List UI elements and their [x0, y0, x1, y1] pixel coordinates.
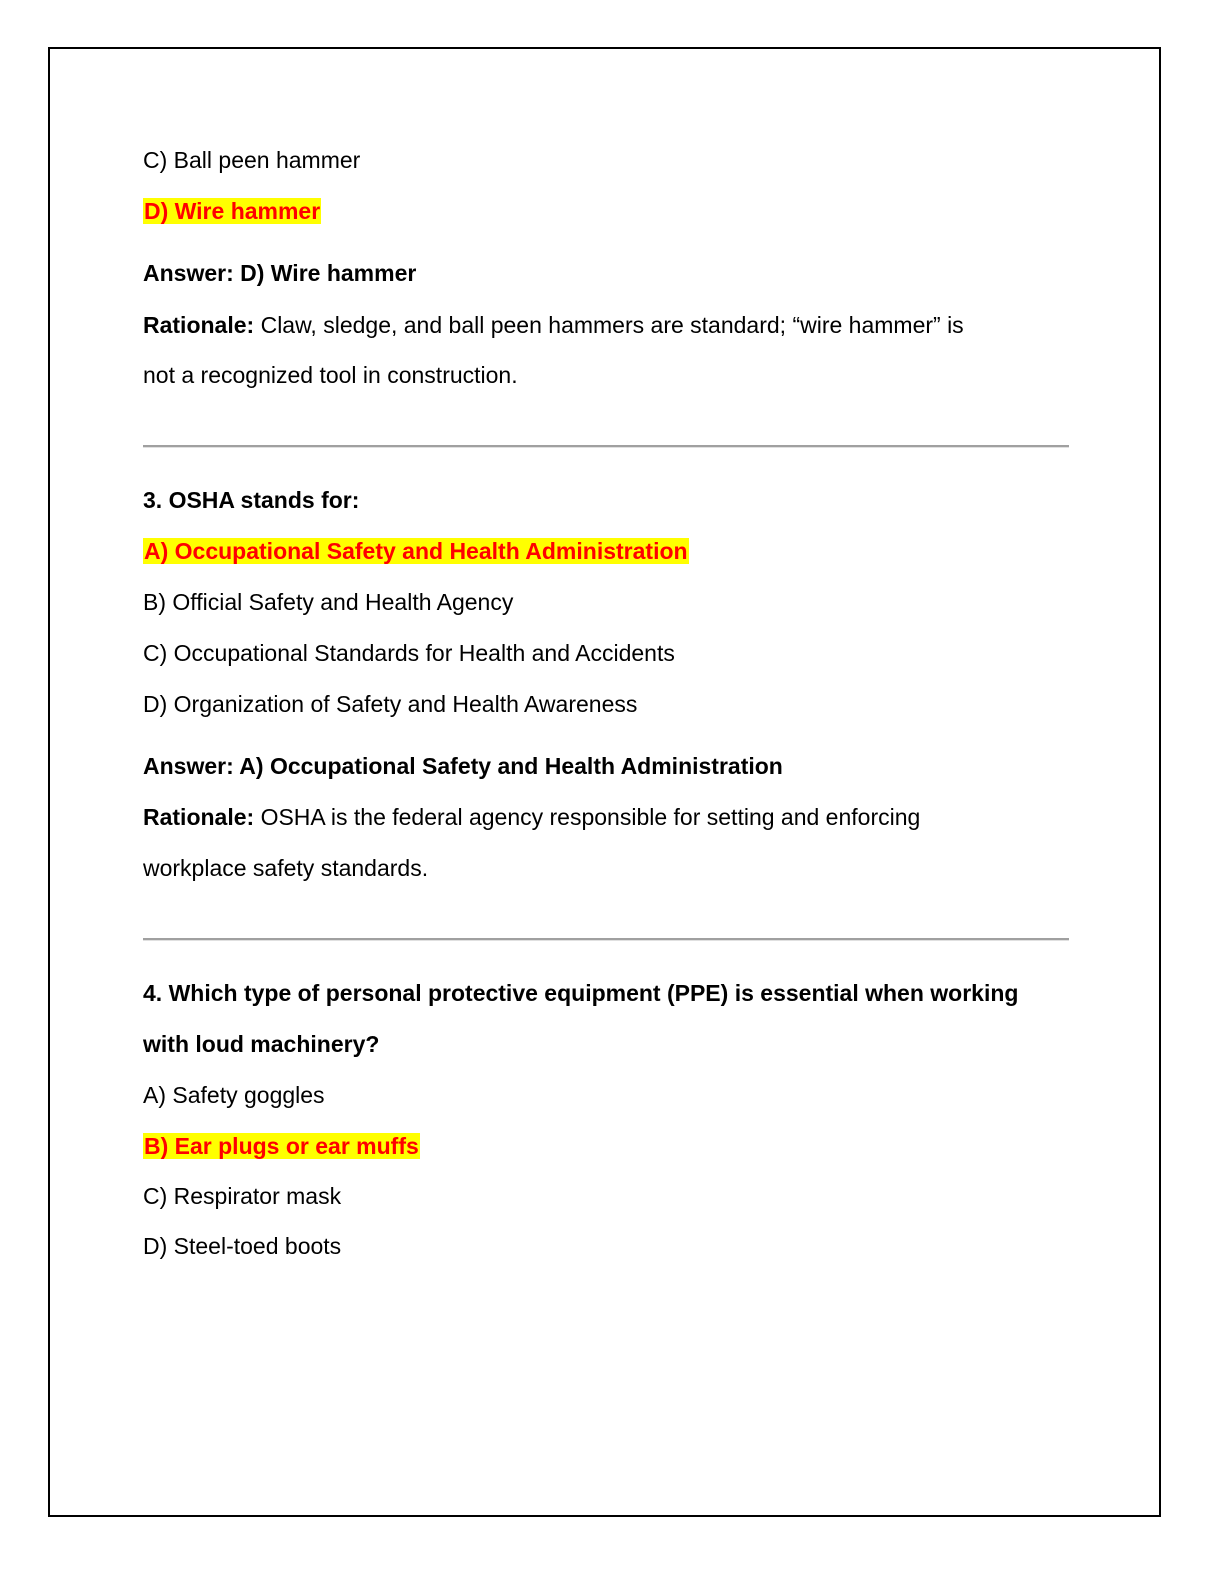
q3-option-b: B) Official Safety and Health Agency: [143, 589, 514, 615]
q3-question: 3. OSHA stands for:: [143, 487, 360, 513]
rationale-label: Rationale:: [143, 804, 255, 830]
answer-value: D) Wire hammer: [240, 260, 417, 286]
rationale-text: OSHA is the federal agency responsible for setting and enforcing: [260, 804, 921, 830]
q3-answer: [143, 750, 783, 782]
correct-answer-highlight: D) Wire hammer: [144, 198, 321, 224]
q3-option-d: D) Organization of Safety and Health Awareness: [143, 691, 638, 717]
answer-value: A) Occupational Safety and Health Administration: [239, 753, 783, 779]
q2-rationale-line2: not a recognized tool in construction.: [143, 362, 518, 388]
q2-answer: [143, 257, 416, 289]
q4-option-a: A) Safety goggles: [143, 1082, 325, 1108]
q4-question-line1: 4. Which type of personal protective equipment (PPE) is essential when working: [143, 980, 1019, 1006]
section-divider: [143, 938, 1069, 940]
rationale-label: Rationale:: [143, 312, 255, 338]
q2-option-c: C) Ball peen hammer: [143, 147, 361, 173]
q2-rationale-line1: [143, 309, 964, 341]
correct-answer-highlight: A) Occupational Safety and Health Administration: [144, 538, 688, 564]
q4-option-b-correct: [143, 1130, 420, 1162]
q3-rationale-line1: [143, 801, 920, 833]
q2-option-d-correct: [143, 195, 321, 227]
answer-label: Answer:: [143, 260, 234, 286]
correct-answer-highlight: B) Ear plugs or ear muffs: [144, 1133, 419, 1159]
q4-option-d: D) Steel-toed boots: [143, 1233, 342, 1259]
q4-question-line2: with loud machinery?: [143, 1031, 380, 1057]
q3-option-a-correct: [143, 535, 689, 567]
section-divider: [143, 445, 1069, 447]
answer-label: Answer:: [143, 753, 234, 779]
q3-option-c: C) Occupational Standards for Health and Accidents: [143, 640, 675, 666]
q3-rationale-line2: workplace safety standards.: [143, 855, 429, 881]
rationale-text: Claw, sledge, and ball peen hammers are standard; “wire hammer” is: [260, 312, 964, 338]
q4-option-c: C) Respirator mask: [143, 1183, 342, 1209]
